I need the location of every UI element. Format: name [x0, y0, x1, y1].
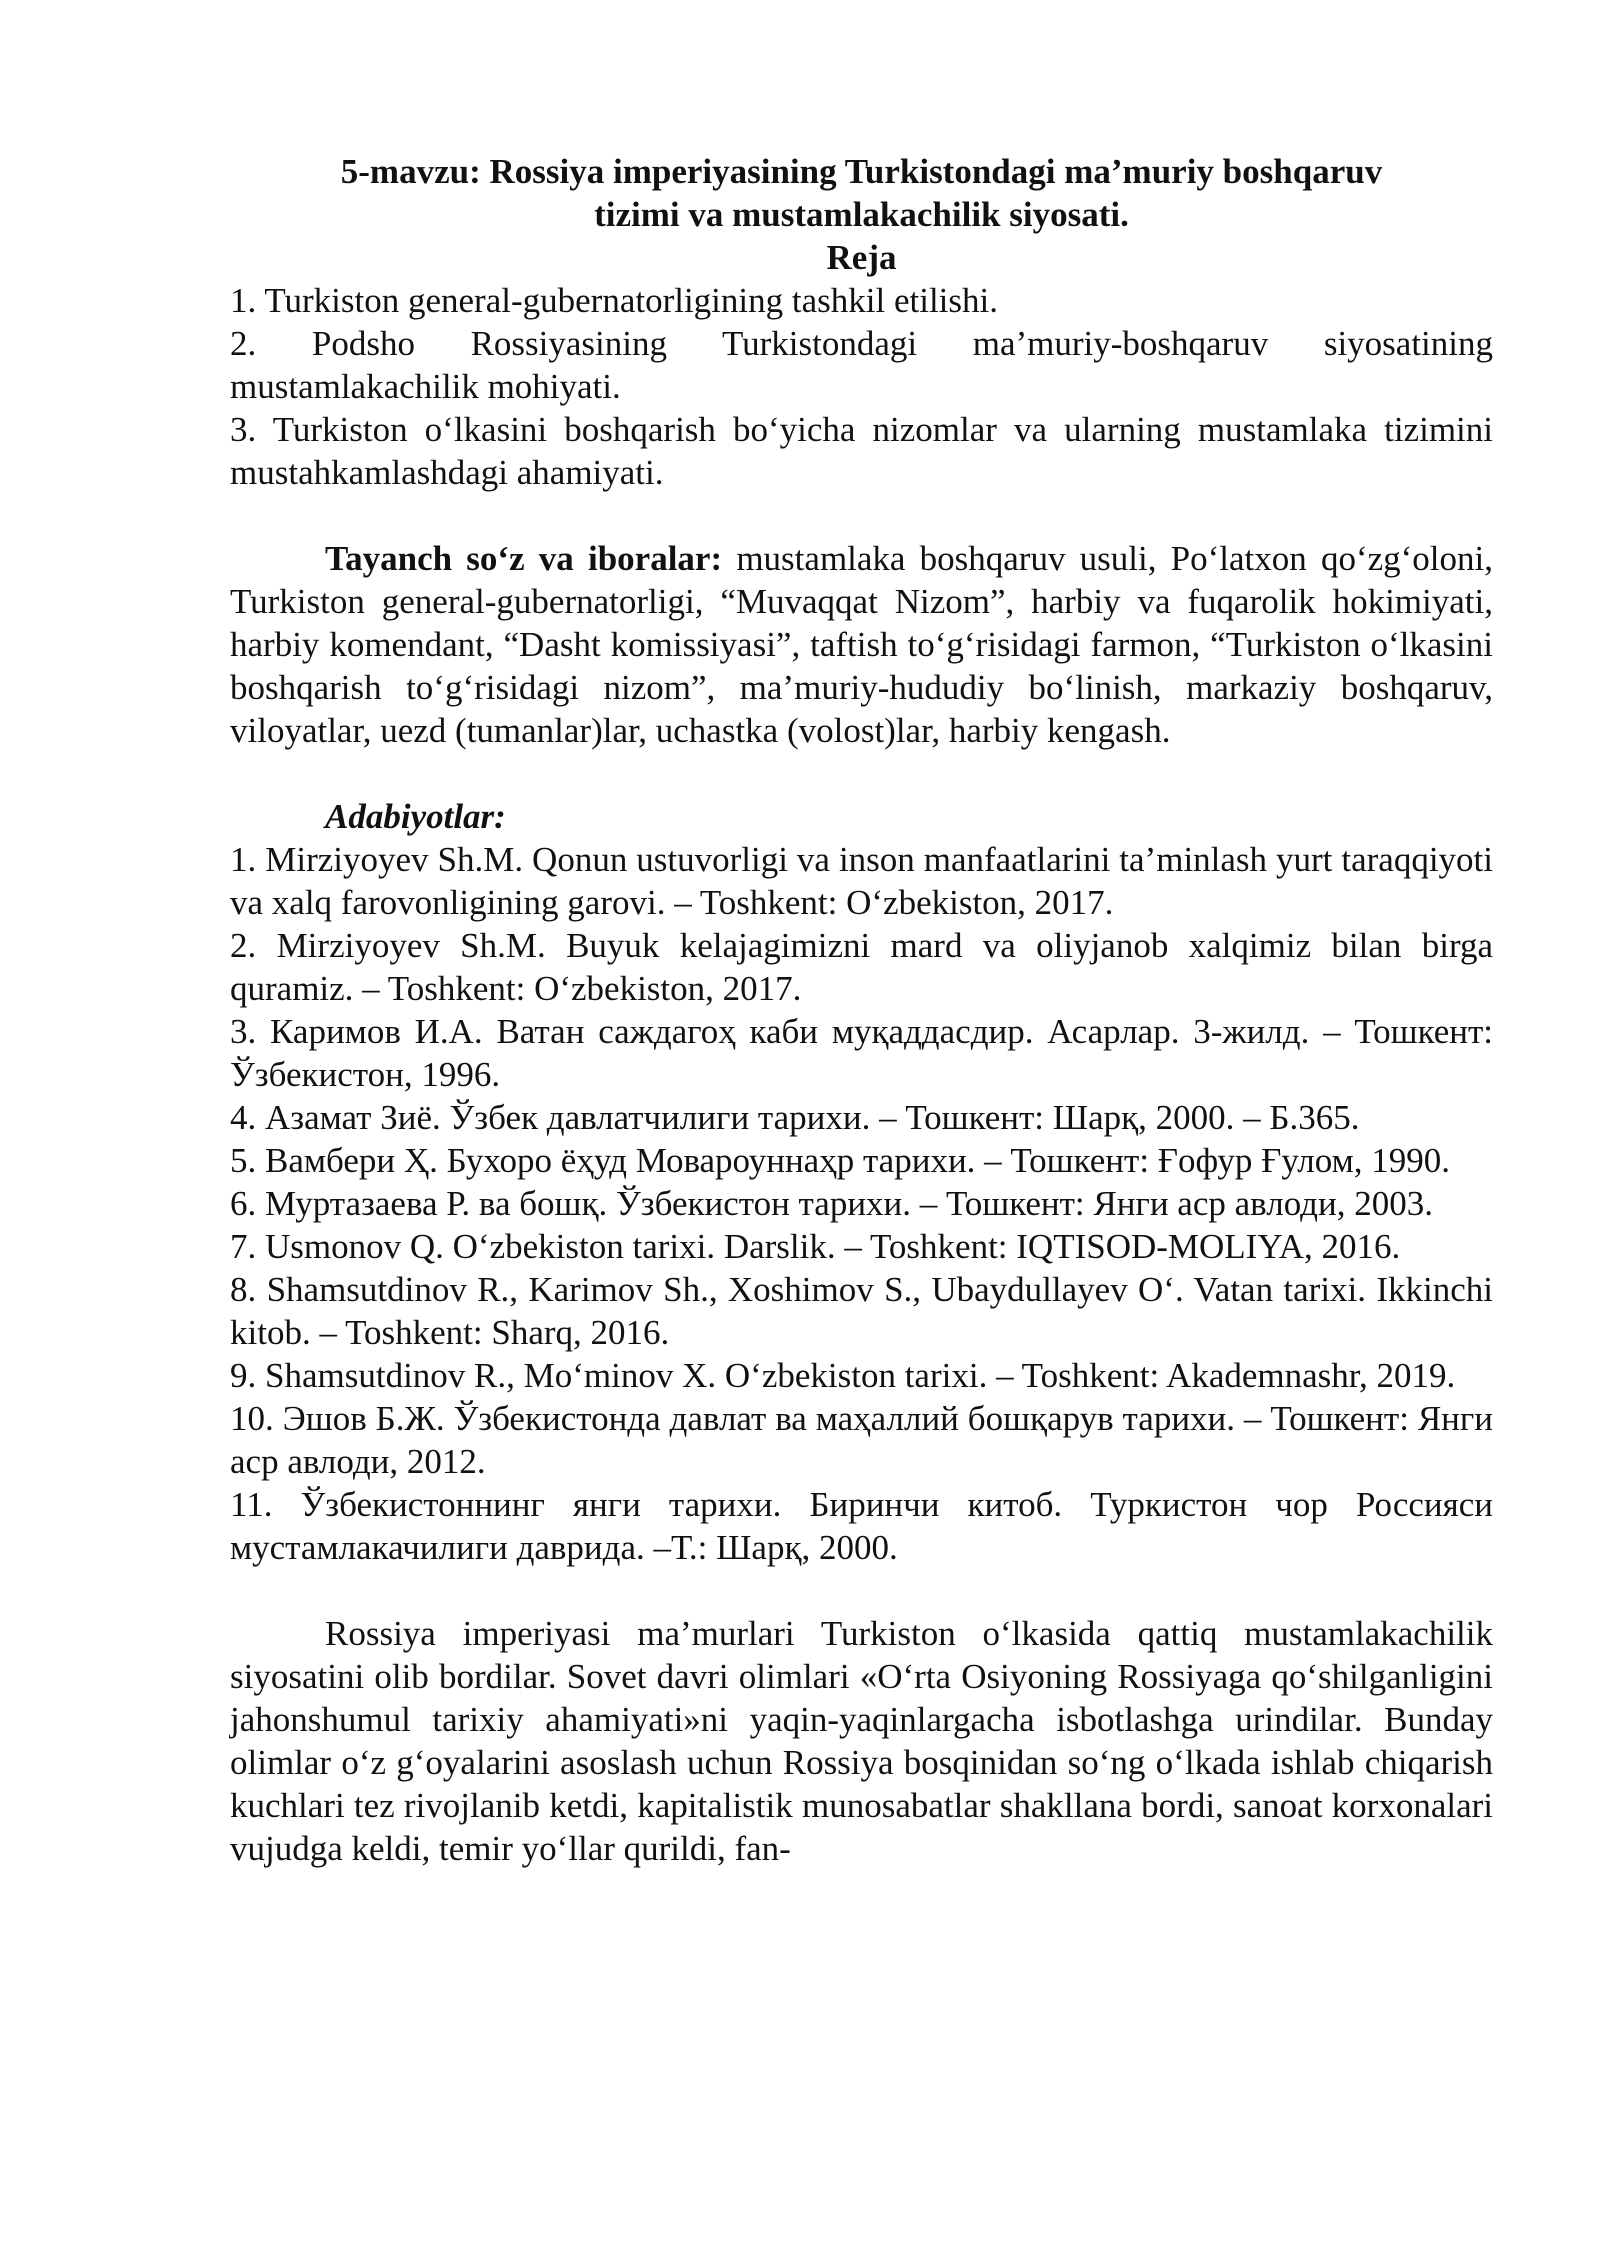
literature-item-6: 6. Муртазаева Р. ва бошқ. Ўзбекистон тарихи. – Тошкент: Янги аср авлоди, 2003.: [230, 1184, 1433, 1223]
plan-heading: Reja: [826, 238, 897, 277]
plan-item-2: 2. Podsho Rossiyasining Turkistondagi ma’muriy-boshqaruv siyosatining mustamlakachilik mohiyati.: [230, 324, 1493, 406]
title-line-1: 5-mavzu: Rossiya imperiyasining Turkistondagi ma’muriy boshqaruv: [340, 152, 1383, 191]
literature-item-10: 10. Эшов Б.Ж. Ўзбекистонда давлат ва маҳаллий бошқарув тарихи. – Тошкент: Янги аср авлоди, 2012.: [230, 1399, 1493, 1481]
literature-item-11: 11. Ўзбекистоннинг янги тарихи. Биринчи китоб. Туркистон чор Россияси мустамлакачилиги даврида. –Т.: Шарқ, 2000.: [230, 1485, 1493, 1567]
title-line-2: tizimi va mustamlakachilik siyosati.: [594, 195, 1129, 234]
literature-list: [230, 838, 1493, 1569]
literature-item-4: 4. Азамат Зиё. Ўзбек давлатчилиги тарихи. – Тошкент: Шарқ, 2000. – Б.365.: [230, 1098, 1360, 1137]
literature-item-8: 8. Shamsutdinov R., Karimov Sh., Xoshimov S., Ubaydullayev O‘. Vatan tarixi. Ikkinchi kitob. – Toshkent: Sharq, 2016.: [230, 1270, 1493, 1352]
keywords-paragraph: [230, 537, 1493, 752]
keywords-text: mustamlaka boshqaruv usuli, Po‘latxon qo‘zg‘oloni, Turkiston general-gubernatorligi, “Muvaqqat Nizom”, harbiy va fuqarolik hokimiyati, harbiy komendant, “Dasht komissiyasi”, taftish to‘g‘risidagi farmon, “Turkiston o‘lkasini boshqarish to‘g‘risidagi nizom”, ma’muriy-hududiy bo‘linish, markaziy boshqaruv, viloyatlar, uezd (tumanlar)lar, uchastka (volost)lar, harbiy kengash.: [230, 539, 1494, 750]
literature-item-2: 2. Mirziyoyev Sh.M. Buyuk kelajagimizni mard va oliyjanob xalqimiz bilan birga quramiz. – Toshkent: O‘zbekiston, 2017.: [230, 926, 1493, 1008]
plan-item-3: 3. Turkiston o‘lkasini boshqarish bo‘yicha nizomlar va ularning mustamlaka tizimini mustahkamlashdagi ahamiyati.: [230, 410, 1493, 492]
plan-item-1: 1. Turkiston general-gubernatorligining tashkil etilishi.: [230, 281, 998, 320]
literature-item-9: 9. Shamsutdinov R., Mo‘minov X. O‘zbekiston tarixi. – Toshkent: Akademnashr, 2019.: [230, 1356, 1456, 1395]
keywords-label: Tayanch so‘z va iboralar:: [325, 539, 723, 578]
plan-list: [230, 279, 1493, 494]
body-paragraph: Rossiya imperiyasi ma’murlari Turkiston o‘lkasida qattiq mustamlakachilik siyosatini olib bordilar. Sovet davri olimlari «O‘rta Osiyoning Rossiyaga qo‘shilganligini jahonshumul tarixiy ahamiyati»ni yaqin-yaqinlargacha isbotlashga urindilar. Bunday olimlar o‘z g‘oyalarini asoslash uchun Rossiya bosqinidan so‘ng o‘lkada ishlab chiqarish kuchlari tez rivojlanib ketdi, kapitalistik munosabatlar shakllana bordi, sanoat korxonalari vujudga keldi, temir yo‘llar qurildi, fan-: [230, 1614, 1493, 1868]
literature-heading: Adabiyotlar:: [325, 797, 506, 836]
literature-item-3: 3. Каримов И.А. Ватан саждагоҳ каби муқаддасдир. Асарлар. 3-жилд. – Тошкент: Ўзбекистон, 1996.: [230, 1012, 1493, 1094]
literature-item-5: 5. Вамбери Ҳ. Бухоро ёҳуд Мовароуннаҳр тарихи. – Тошкент: Ғофур Ғулом, 1990.: [230, 1141, 1450, 1180]
document-page: [230, 150, 1493, 1870]
literature-item-1: 1. Mirziyoyev Sh.M. Qonun ustuvorligi va inson manfaatlarini ta’minlash yurt taraqqiyoti va xalq farovonligining garovi. – Toshkent: O‘zbekiston, 2017.: [230, 840, 1493, 922]
literature-item-7: 7. Usmonov Q. O‘zbekiston tarixi. Darslik. – Toshkent: IQTISOD-MOLIYA, 2016.: [230, 1227, 1401, 1266]
